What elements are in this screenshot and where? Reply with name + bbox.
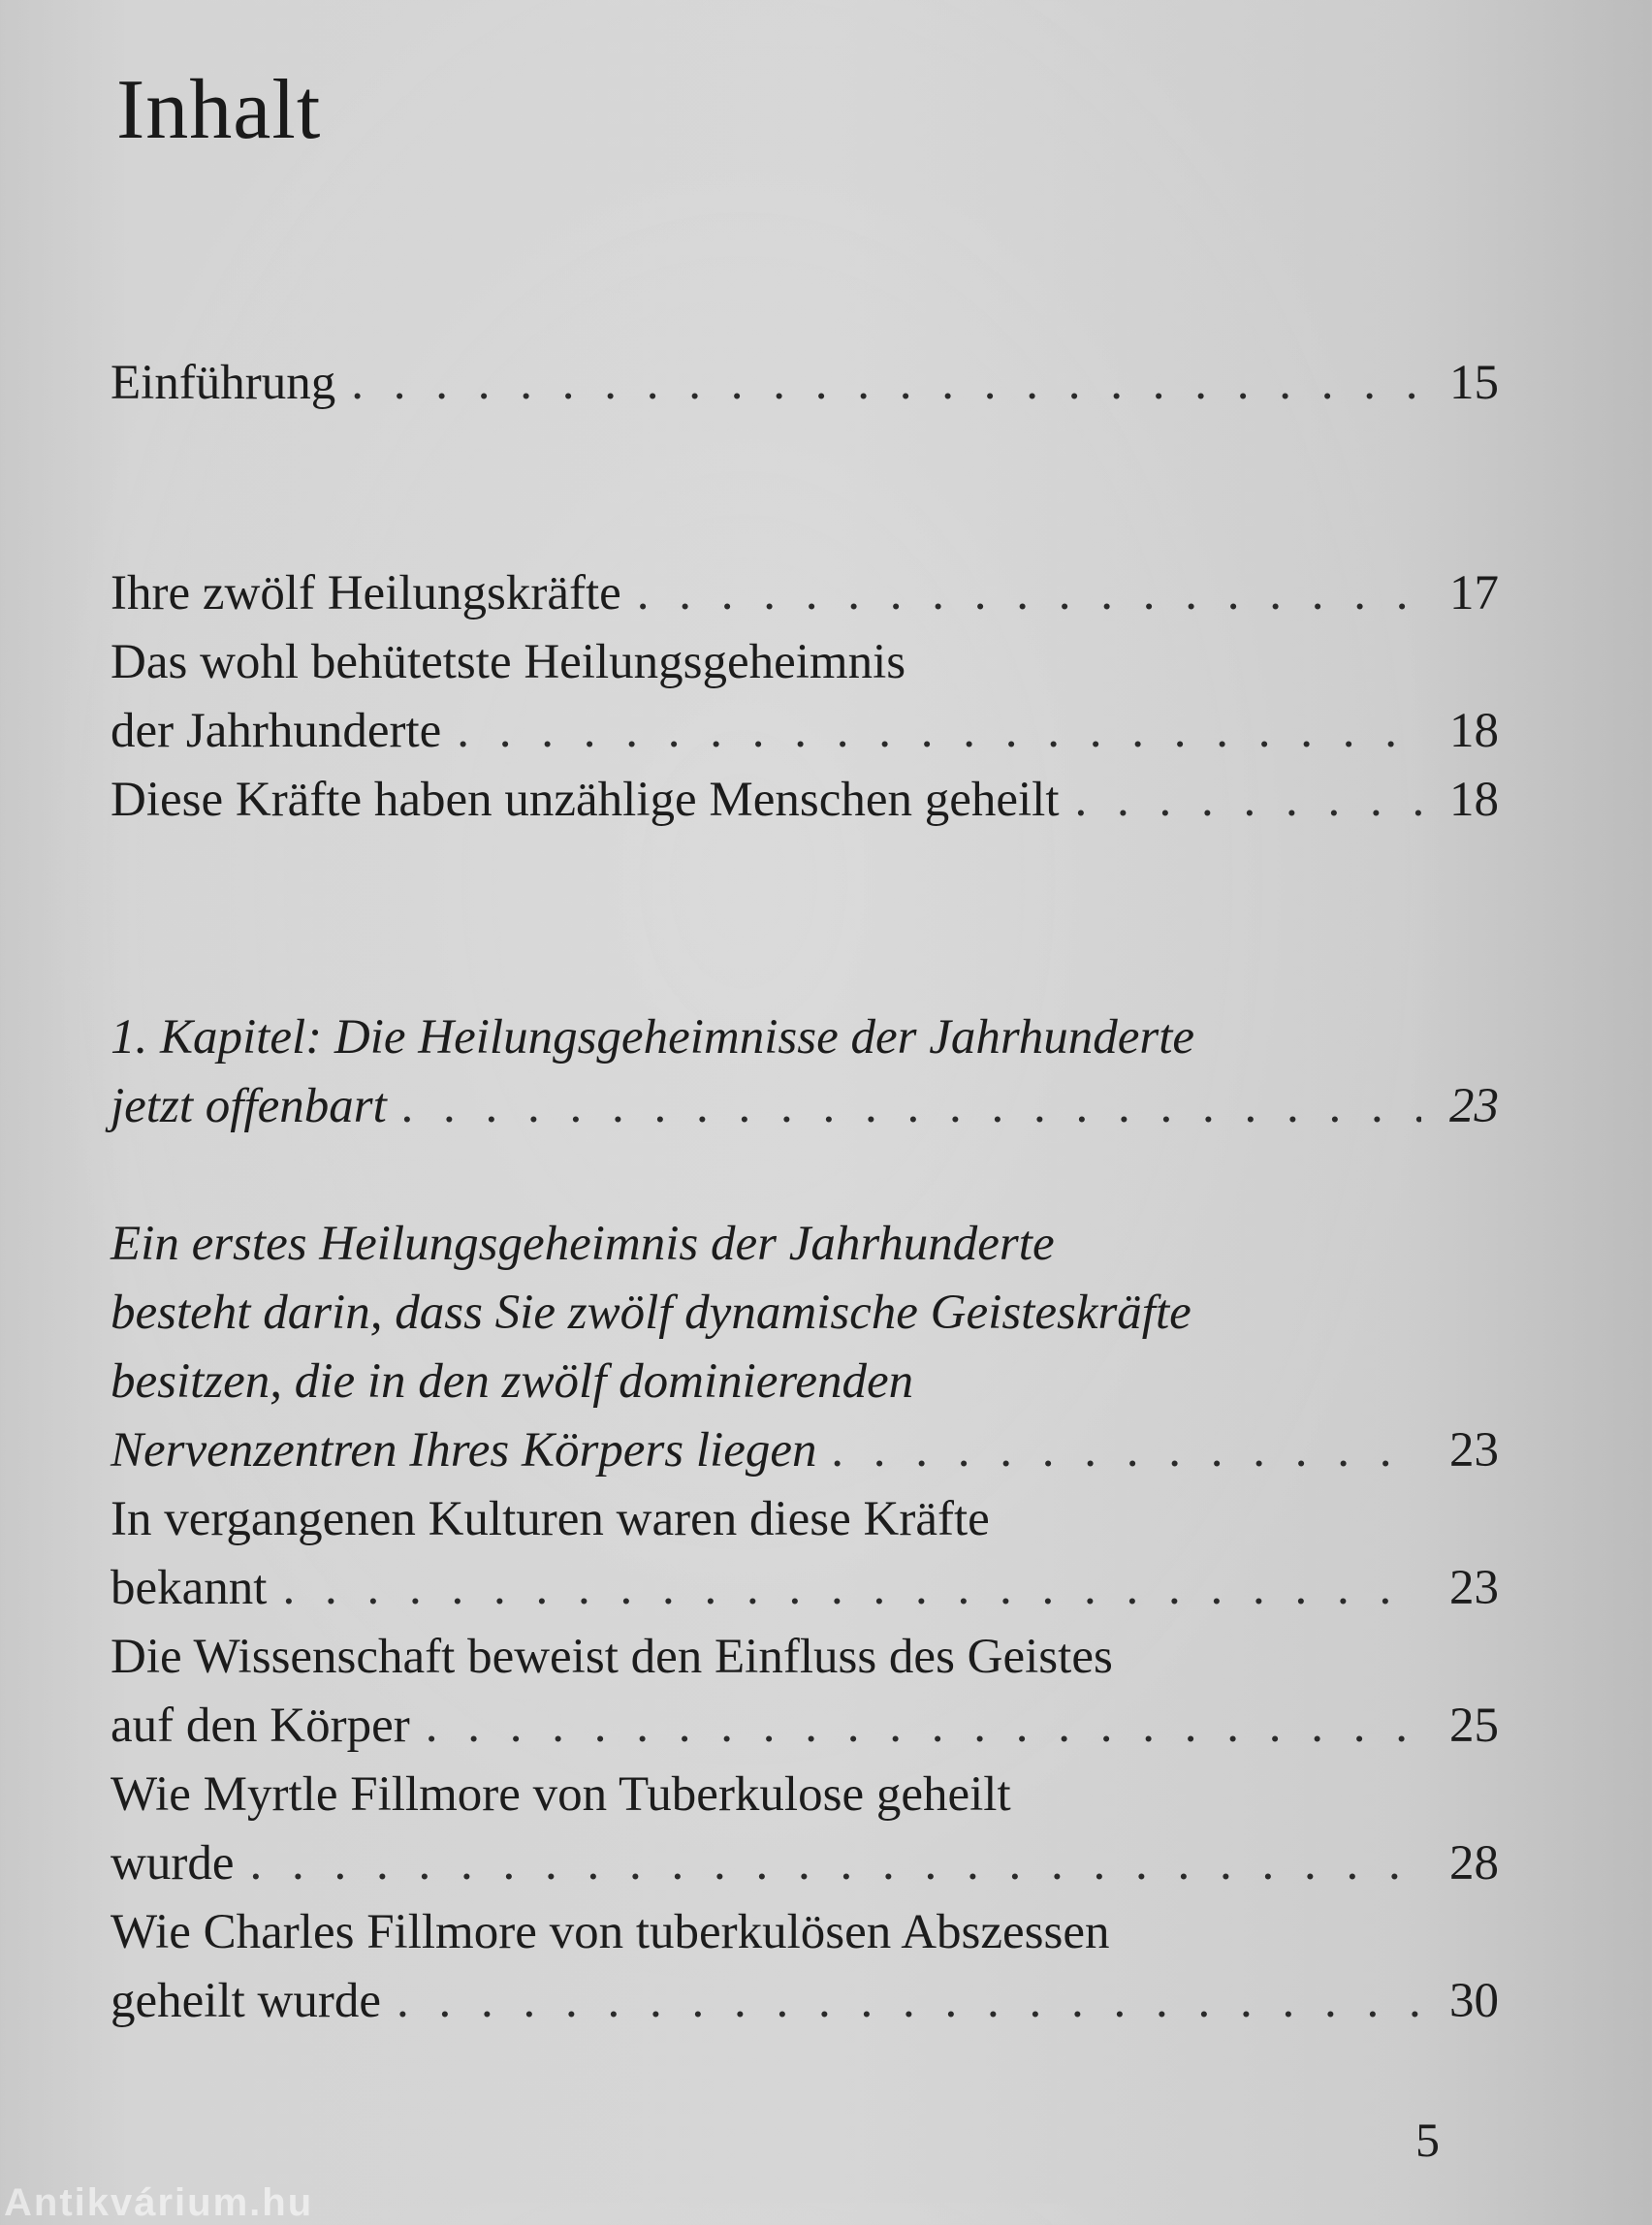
leader-dots: [426, 1692, 1421, 1761]
leader-dots: [351, 349, 1421, 418]
toc-entry-title-line: Die Wissenschaft beweist den Einfluss des Geistes: [111, 1630, 1113, 1684]
leader-dots: [1075, 766, 1421, 835]
toc-entry[interactable]: [111, 1761, 1499, 1898]
toc-group-healing-powers: [111, 559, 1499, 835]
toc-page-number: 23: [1449, 1423, 1499, 1478]
leader-dots: [249, 1829, 1421, 1898]
leader-dots: [282, 1554, 1421, 1623]
toc-page-number: 17: [1449, 566, 1499, 620]
toc-entry-title-line: besteht darin, dass Sie zwölf dynamische Geisteskräfte: [111, 1286, 1191, 1340]
toc-group-chapter-1-sections: [111, 1210, 1499, 2036]
toc-entry[interactable]: [111, 559, 1499, 628]
leader-dots: [637, 559, 1421, 628]
toc-entry-title-line: Das wohl behütetste Heilungsgeheimnis: [111, 635, 906, 689]
watermark: Antikvárium.hu: [4, 2181, 314, 2224]
toc-entry-title-line: besitzen, die in den zwölf dominierenden: [111, 1354, 914, 1409]
toc-page-number: 18: [1449, 704, 1499, 758]
toc-entry-title: der Jahrhunderte: [111, 704, 442, 758]
toc-entry-title-line: Wie Myrtle Fillmore von Tuberkulose geheilt: [111, 1767, 1011, 1822]
toc-entry[interactable]: [111, 1485, 1499, 1623]
toc-entry[interactable]: [111, 1898, 1499, 2036]
toc-entry[interactable]: [111, 766, 1499, 835]
toc-entry[interactable]: [111, 349, 1499, 418]
toc-entry-title: auf den Körper: [111, 1699, 410, 1753]
toc-entry[interactable]: [111, 1003, 1499, 1141]
toc-page-number: 18: [1449, 773, 1499, 827]
toc-page-number: 15: [1449, 356, 1499, 410]
toc-entry[interactable]: [111, 1210, 1499, 1485]
toc-group-intro: [111, 349, 1499, 418]
toc-entry-title: Ihre zwölf Heilungskräfte: [111, 566, 621, 620]
toc-entry-title: jetzt offenbart: [111, 1079, 387, 1133]
toc-entry[interactable]: [111, 628, 1499, 766]
toc-entry-title: Einführung: [111, 356, 336, 410]
toc-page-number: 30: [1449, 1974, 1499, 2028]
leader-dots: [397, 1967, 1421, 2036]
leader-dots: [833, 1416, 1422, 1485]
toc-entry-title-line: Wie Charles Fillmore von tuberkulösen Abszessen: [111, 1905, 1110, 1959]
toc-entry-title: bekannt: [111, 1561, 268, 1615]
toc-entry-title-line: 1. Kapitel: Die Heilungsgeheimnisse der Jahrhunderte: [111, 1010, 1195, 1065]
toc-entry-title: Nervenzentren Ihres Körpers liegen: [111, 1423, 817, 1478]
toc-page-number: 23: [1449, 1079, 1499, 1133]
toc-entry-title-line: In vergangenen Kulturen waren diese Kräfte: [111, 1492, 990, 1546]
toc-entry-title-line: Ein erstes Heilungsgeheimnis der Jahrhunderte: [111, 1217, 1055, 1271]
toc-entry[interactable]: [111, 1623, 1499, 1761]
toc-chapter-1: [111, 1003, 1499, 1141]
toc-entry-title: Diese Kräfte haben unzählige Menschen geheilt: [111, 773, 1060, 827]
toc-entry-title: geheilt wurde: [111, 1974, 381, 2028]
page-title: Inhalt: [116, 63, 322, 157]
toc-page-number: 28: [1449, 1836, 1499, 1891]
page-number: 5: [1415, 2113, 1440, 2167]
toc-page-number: 25: [1449, 1699, 1499, 1753]
toc-entry-title: wurde: [111, 1836, 235, 1891]
leader-dots: [457, 697, 1421, 766]
leader-dots: [402, 1072, 1421, 1141]
toc-page-number: 23: [1449, 1561, 1499, 1615]
